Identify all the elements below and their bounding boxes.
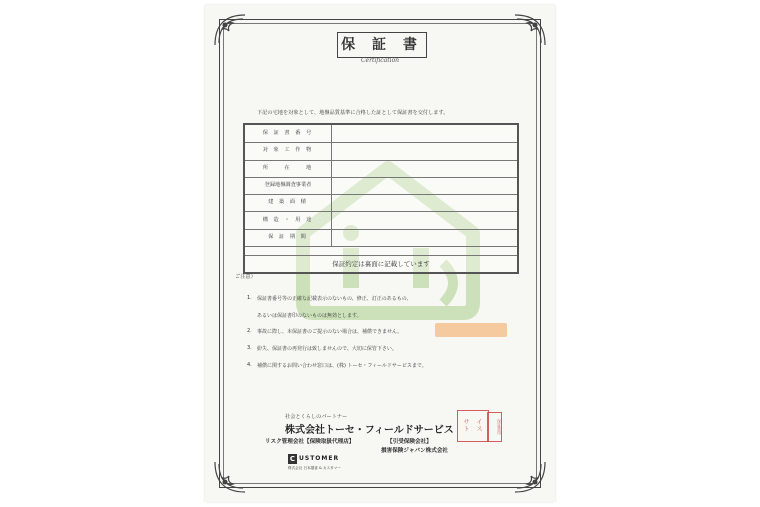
note-text: 紛失、保証書の再発行は致しませんので、大切に保管下さい。 [257,346,397,352]
corner-ornament-icon [513,460,547,494]
field-label: 構 造 ・ 用 途 [245,212,332,229]
seal-char: サ [463,419,470,426]
customer-logo-text: USTOMER [299,455,340,462]
table-row [245,142,517,160]
watermark-banner [435,323,507,337]
table-row [245,125,517,143]
customer-logo-icon: C [289,455,296,463]
seal-char: ス [476,426,483,433]
field-label: 登録地盤調査事業者 [245,177,332,194]
notes-title: ご注意） [235,274,256,280]
note-text: あるいは保証書印のないものは無効とします。 [257,313,362,319]
seal-char: イ [476,419,483,426]
field-label: 建 築 面 積 [245,194,332,211]
terms-note: 保証約定は裏面に記載しています [332,260,430,268]
intro-text: 下記の宅地を対象として、地盤品質基準に合格した証として保証書を交付します。 [257,110,449,116]
certificate-stamp: 保証書印 [487,412,502,442]
field-label: 所 在 地 [245,160,332,177]
note-number: 1. [247,295,252,301]
table-row-spacer [245,246,517,256]
note-item-continued [257,312,362,319]
certificate-table [243,123,519,274]
note-item [247,362,427,369]
note-number: 4. [247,362,252,368]
customer-logo-subtext: 株式会社 日本損害 & カスタマー [288,466,341,470]
note-item [247,295,412,302]
field-label: 保 証 期 間 [245,229,332,246]
table-row [245,177,517,195]
table-row [245,229,517,247]
note-item [247,345,397,352]
table-row [245,194,517,212]
document-subtitle: Certification [360,57,400,64]
seal-char: ト [463,426,470,433]
note-text: 保証書番号等の正確な記載表示のないもの、修正、訂正のあるもの、 [257,296,412,302]
corner-ornament-icon [213,13,247,47]
company-tagline: 社会とくらしのパートナー [285,414,348,420]
field-label: 対 象 工 作 物 [245,142,332,159]
note-text: 補償に関するお問い合わせ窓口は、(株) トーセ・フィールドサービスまで。 [257,363,427,369]
risk-management-company: リスク管理会社【保険取扱代理店】 [265,439,355,445]
document-title: 保 証 書 [337,32,427,58]
company-name: 株式会社トーセ・フィールドサービス [285,425,454,436]
insurer-label: 【引受保険会社】 [387,439,432,445]
note-number: 2. [247,328,252,334]
insurer-name: 損害保険ジャパン株式会社 [381,448,449,454]
corner-ornament-icon [513,13,547,47]
table-row [245,212,517,230]
note-item [247,328,403,335]
field-label: 保 証 書 番 号 [245,125,332,142]
corner-ornament-icon [213,460,247,494]
table-row [245,160,517,178]
note-text: 事故に際し、本保証書のご提示のない場合は、補償できません。 [257,329,403,335]
company-seal [457,410,489,442]
note-number: 3. [247,345,252,351]
certificate-sheet [205,5,555,502]
